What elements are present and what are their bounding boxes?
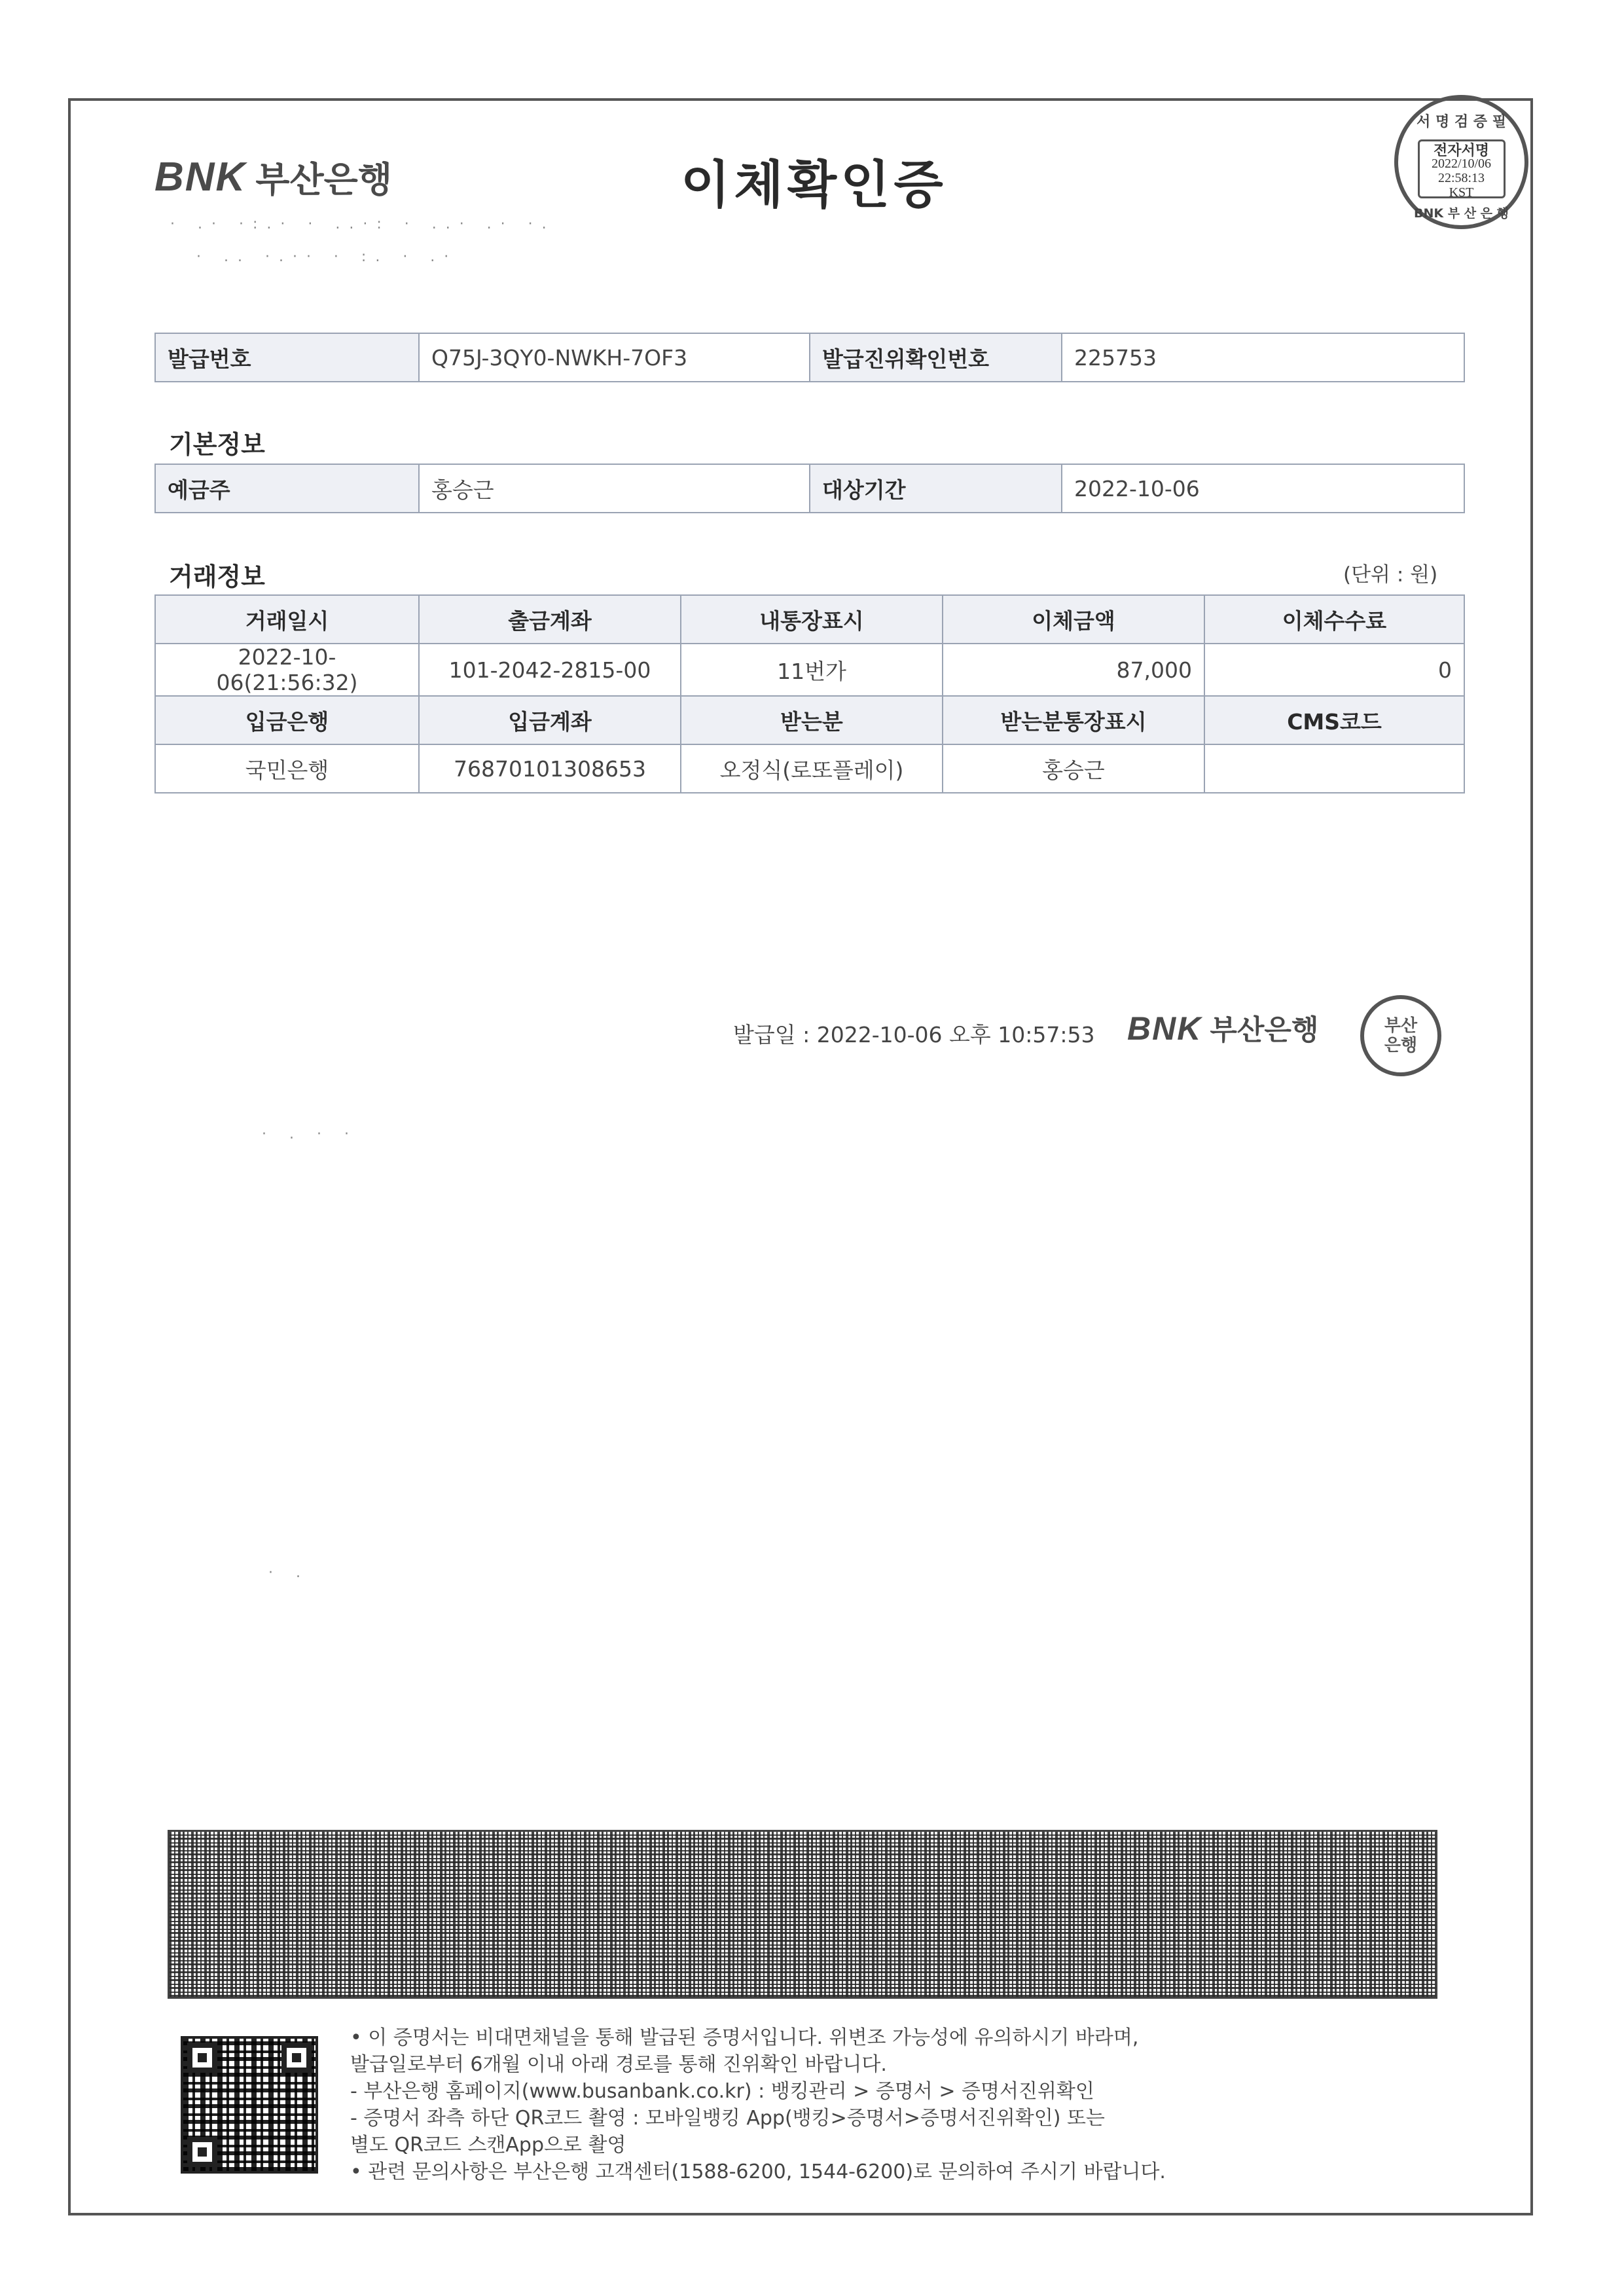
- transaction-table: [154, 594, 1465, 793]
- period-value: 2022-10-06: [1062, 464, 1464, 513]
- table-cell: 76870101308653: [419, 744, 681, 793]
- bnk-logo-footer: [1127, 1008, 1318, 1048]
- verify-no-value: 225753: [1062, 333, 1464, 382]
- qr-code: [181, 2036, 318, 2174]
- notice-line: - 부산은행 홈페이지(www.busanbank.co.kr) : 뱅킹관리 > 증명서 > 증명서진위확인: [350, 2080, 1094, 2103]
- seal-time: 22:58:13: [1437, 171, 1485, 185]
- table-cell: 국민은행: [155, 744, 419, 793]
- basic-info-title: 기본정보: [169, 430, 265, 459]
- scan-noise: · .: [268, 1565, 310, 1581]
- col-header: 내통장표시: [681, 595, 943, 644]
- table-row: [155, 644, 1464, 696]
- col-header: 받는분통장표시: [943, 696, 1204, 744]
- table-cell: 11번가: [681, 644, 943, 696]
- col-header: 입금은행: [155, 696, 419, 744]
- table-cell: 101-2042-2815-00: [419, 644, 681, 696]
- col-header: 거래일시: [155, 595, 419, 644]
- seal-label: 전자서명: [1433, 143, 1489, 159]
- notice-line: 별도 QR코드 스캔App으로 촬영: [350, 2134, 626, 2157]
- scan-noise: · .. ·.·· · :. · .·: [196, 249, 458, 265]
- col-header: 이체수수료: [1204, 595, 1464, 644]
- notice-line: 발급일로부터 6개월 이내 아래 경로를 통해 진위확인 바랍니다.: [350, 2053, 887, 2076]
- bank-stamp-text: 부산은행: [1384, 1016, 1418, 1055]
- issue-date: 발급일 : 2022-10-06 오후 10:57:53: [733, 1022, 1095, 1048]
- notice-text: [350, 2024, 1166, 2185]
- bnk-logo: [154, 152, 392, 202]
- seal-tz: KST: [1449, 185, 1474, 200]
- qr-finder: [187, 2043, 217, 2073]
- col-header: 입금계좌: [419, 696, 681, 744]
- holder-label: 예금주: [155, 464, 419, 513]
- table-cell: [1204, 744, 1464, 793]
- table-cell: 2022-10-06(21:56:32): [155, 644, 419, 696]
- col-header: CMS코드: [1204, 696, 1464, 744]
- issue-no-label: 발급번호: [155, 333, 419, 382]
- table-header-row: [155, 696, 1464, 744]
- period-label: 대상기간: [810, 464, 1062, 513]
- seal-arc-bottom: BNK 부 산 은 행: [1414, 206, 1509, 221]
- table-cell: 오정식(로또플레이): [681, 744, 943, 793]
- logo-bnk-text: BNK: [1127, 1010, 1202, 1047]
- e-signature-seal: [1394, 95, 1528, 229]
- logo-bank-text: 부산은행: [255, 159, 392, 200]
- 2d-barcode: [168, 1830, 1437, 1999]
- notice-line: • 이 증명서는 비대면채널을 통해 발급된 증명서입니다. 위변조 가능성에 유의하시기 바라며,: [350, 2026, 1139, 2049]
- col-header: 받는분: [681, 696, 943, 744]
- notice-line: • 관련 문의사항은 부산은행 고객센터(1588-6200, 1544-6200)로 문의하여 주시기 바랍니다.: [350, 2160, 1166, 2183]
- scan-noise: · . · ·: [262, 1126, 358, 1142]
- unit-label: (단위 : 원): [1343, 563, 1438, 587]
- basic-info-table: [154, 464, 1465, 513]
- issue-no-value: Q75J-3QY0-NWKH-7OF3: [419, 333, 810, 382]
- holder-value: 홍승근: [419, 464, 810, 513]
- qr-finder: [281, 2043, 312, 2073]
- seal-arc-top: 서 명 검 증 필: [1416, 114, 1506, 130]
- notice-line: - 증명서 좌측 하단 QR코드 촬영 : 모바일뱅킹 App(뱅킹>증명서>증명서진위확인) 또는: [350, 2107, 1105, 2130]
- table-cell: 0: [1204, 644, 1464, 696]
- seal-date: 2022/10/06: [1431, 156, 1492, 171]
- table-cell: 87,000: [943, 644, 1204, 696]
- table-header-row: [155, 595, 1464, 644]
- page-title: 이체확인증: [681, 156, 947, 215]
- logo-bank-text: 부산은행: [1210, 1014, 1319, 1047]
- col-header: 이체금액: [943, 595, 1204, 644]
- table-cell: 홍승근: [943, 744, 1204, 793]
- transaction-info-title: 거래정보: [169, 562, 265, 591]
- col-header: 출금계좌: [419, 595, 681, 644]
- table-row: [155, 744, 1464, 793]
- logo-bnk-text: BNK: [154, 155, 247, 200]
- bank-stamp: [1360, 995, 1441, 1076]
- issue-info-table: [154, 333, 1465, 382]
- scan-noise: · .· ·:.· · ..·: · ..· .· ·.: [170, 216, 556, 232]
- verify-no-label: 발급진위확인번호: [810, 333, 1062, 382]
- qr-finder: [187, 2137, 217, 2167]
